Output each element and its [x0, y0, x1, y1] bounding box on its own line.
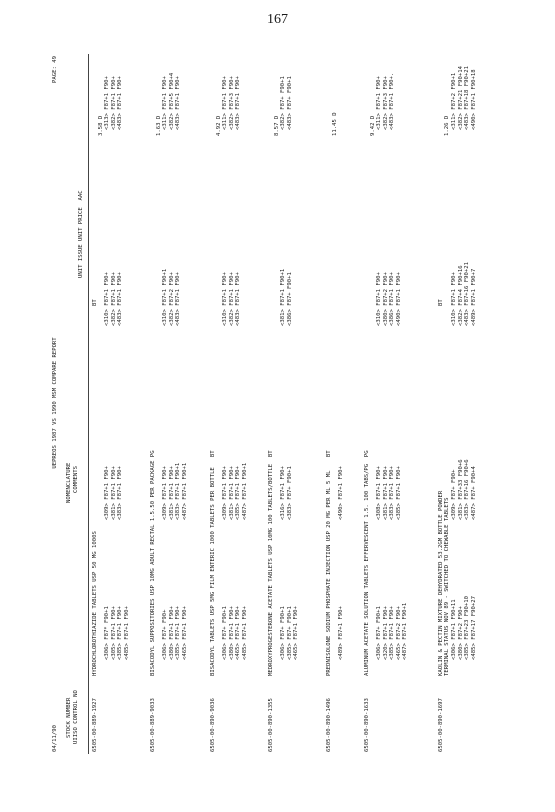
code-line: <380> F87+2 F90+ [457, 606, 464, 660]
unit-price: 1.63 D [156, 115, 162, 136]
code-line: <381> F87+1 F90+ [110, 466, 117, 520]
col-nomenclature: NOMENCLATURE [66, 462, 72, 503]
stock-number: 6505-00-890-1697 [438, 698, 444, 752]
code-line: <382> F87+1 F90+ [110, 272, 117, 326]
code-line: <382> F87+4 F90+16 [457, 265, 464, 326]
code-column [162, 606, 188, 660]
code-column [162, 463, 188, 520]
code-column [376, 466, 402, 520]
code-column [280, 269, 293, 326]
code-line: <385> F87+1 F90+ [117, 606, 124, 660]
code-line: <489> F87+1 F90+ [338, 606, 344, 660]
stock-number: 6505-00-890-9036 [210, 698, 216, 752]
code-line: <487> F87+1 F90+1 [181, 462, 188, 520]
stock-number: 6505-00-890-1355 [268, 698, 274, 752]
code-column [376, 272, 402, 326]
code-line: <311> F87+1 F90+ [162, 76, 168, 130]
code-line: <381> F87+33 F90+6 [457, 459, 464, 520]
code-line: <310> F87+1 F90+ [222, 272, 228, 326]
code-column [222, 272, 242, 326]
unit-issue: BT [438, 299, 444, 306]
col-stock-number: STOCK NUMBER [66, 697, 72, 738]
code-line: <305> F87+1 F90+ [110, 606, 117, 660]
code-line: <483> F87+ F90+1 [286, 76, 293, 130]
code-line: <311> F87+1 F90+ [222, 76, 228, 130]
stock-number: 6505-00-890-1496 [326, 698, 332, 752]
code-line: <313> F87+1 F90+ [104, 76, 110, 130]
code-line: <490> F87+1 F90+18 [470, 69, 477, 130]
code-line: <382> F87+2 F90+ [168, 272, 175, 326]
code-column [280, 606, 300, 660]
code-column [376, 603, 409, 660]
unit-price: 3.58 D [98, 115, 104, 136]
page-number: 167 [267, 12, 288, 27]
code-column [451, 459, 477, 520]
code-line: <380> F87+2 F90+ [382, 272, 389, 326]
code-line: <310> F87+1 F90+ [376, 272, 382, 326]
code-column [451, 66, 477, 130]
nomenclature: BISACODYL SUPPOSITORIES USP 10MG ADULT RECTAL 1.5.50 PER PACKAGE PG [150, 450, 156, 676]
code-line: <483> F87+1 F90+ [117, 272, 124, 326]
rotated-report [50, 48, 520, 758]
code-column [162, 269, 182, 326]
code-line: <382> F87+3 F90+ [382, 76, 389, 130]
code-line: <483> F87+1 F90+ [117, 76, 124, 130]
code-line: <382> F87+1 F90+ [228, 272, 235, 326]
code-line: <381> F87+1 F90+ [228, 466, 235, 520]
code-line: <465> F87+2 F90+ [395, 606, 402, 660]
code-line: <483> F87+1 F90+ [175, 272, 182, 326]
code-line: <382> F87+5 F90+4 [168, 72, 175, 130]
report-page: PAGE: 49 [52, 56, 58, 83]
stock-number: 6505-00-889-9033 [150, 698, 156, 752]
col-comments: COMMENTS [73, 466, 79, 493]
code-line: <489> F87+1 F90+7 [470, 268, 477, 326]
nomenclature: PREDNISOLONE SODIUM PHOSPHATE INJECTION USP 20 MG PER ML 5 ML BT [326, 450, 332, 676]
column-headers [66, 48, 88, 758]
code-line: <385> F87+1 F90+ [235, 466, 242, 520]
code-line: <465> F87+1 F90+ [293, 606, 300, 660]
code-line: <383> F87+1 F90+ [389, 466, 396, 520]
code-column [162, 73, 182, 130]
code-line: <306> F87* F90+1 [104, 606, 110, 660]
unit-price: 4.92 D [216, 115, 222, 136]
nomenclature: HYDROCHLOROTHIAZIDE TABLETS USP 50 MG 1000S [92, 531, 98, 676]
stock-number: 6505-00-889-1927 [92, 698, 98, 752]
code-line: <465> F87+1 F90+ [235, 606, 242, 660]
code-line: <310> F87+1 F90+ [451, 272, 457, 326]
code-line: <381> F87+1 F90+ [382, 466, 389, 520]
code-line: <306> F87+ F90+ [162, 609, 168, 660]
code-line: <316> F87+1 F90+ [280, 466, 286, 520]
col-uiso: UIISO CONTROL NO [73, 690, 79, 744]
code-line: <320> F87+1 F90+ [382, 606, 389, 660]
code-line: <483> F87+1 F90+ [235, 272, 242, 326]
code-line: <309> F87+1 F90+ [222, 466, 228, 520]
code-line: <382> F87+1 F90+ [110, 76, 117, 130]
report-scan [50, 48, 520, 758]
code-line: <308> F87+1 F90+ [376, 466, 382, 520]
code-column [280, 466, 293, 520]
code-column [222, 606, 248, 660]
nomenclature: ALUMINUM ACETATE SOLUTION TABLETS EFFERVESCENT 1.5. 100 TABS/PG PG [364, 450, 370, 676]
code-line: <490> F87+1 F90+ [338, 466, 344, 520]
stock-number: 6505-00-890-1633 [364, 698, 370, 752]
report-title: UEPREOS 1987 VS 1990 MSM COMPARE REPORT [52, 337, 58, 469]
code-line: <380> F87+1 F90+ [228, 606, 235, 660]
code-column [104, 76, 124, 130]
header-rule [88, 54, 89, 754]
code-column [222, 463, 248, 520]
code-line: <306> F87+ F90+1 [222, 606, 228, 660]
code-column [338, 466, 345, 520]
code-column [338, 606, 345, 660]
entry-comment: TERMINAL STATUS NOV 89 - SWITCHED TO CHEWABLE TABLETS [444, 497, 450, 676]
code-line: <386> F87+1 F90+ [389, 272, 396, 326]
nomenclature: KAOLIN & PECTIN MIXTURE DEHYDRATED 53.2GM BOTTLE POWDER [438, 490, 444, 676]
code-line: <485> F87+1 F90+ [123, 606, 130, 660]
code-line: <483> F87+1 F90+ [235, 76, 242, 130]
code-line: <487> F87+1 F90+1 [241, 462, 248, 520]
code-column [451, 262, 477, 326]
code-column [376, 73, 396, 130]
code-column [104, 272, 124, 326]
unit-price: 9.42 D [370, 115, 376, 136]
code-column [104, 466, 124, 520]
code-column [451, 596, 477, 660]
code-line: <382> F87+21 F90+14 [457, 66, 464, 130]
code-line: <383> F87+1 F90+ [117, 466, 124, 520]
code-line: <487> F87+1 F90+1 [402, 602, 409, 660]
unit-issue: BT [92, 299, 98, 306]
code-line: <386> F87+ F90+1 [286, 272, 293, 326]
code-line: <483> F87+18 F90+21 [464, 66, 471, 130]
code-line: <487> F87+ F90+4 [470, 466, 477, 520]
code-line: <309> F87+1 F90+ [104, 466, 110, 520]
unit-price: 8.57 D [274, 115, 280, 136]
code-line: <385> F87+23 F90+10 [464, 596, 471, 660]
code-line: <485> F87+1 F90+ [241, 606, 248, 660]
code-line: <380> F87+1 F90+ [168, 606, 175, 660]
code-line: <385> F87+ F90+1 [286, 606, 293, 660]
code-line: <381> F87+1 F90+1 [280, 268, 286, 326]
code-line: <309> F87+ F90+ [451, 469, 457, 520]
code-line: <385> F87+1 F90+ [389, 606, 396, 660]
nomenclature: MEDROXYPROGESTERONE ACETATE TABLETS USP 10MG 100 TABLETS/BOTTLE BT [268, 450, 274, 676]
col-unit-issue-price: UNIT ISSUE UNIT PRICE AAC [78, 190, 84, 278]
code-line: <383> F87+1 F90+1 [175, 462, 182, 520]
code-line: <306> F87+1 F90+11 [451, 599, 457, 660]
code-line: <306> F87+ F90+1 [280, 606, 286, 660]
code-line: <310> F87+1 F90+ [104, 272, 110, 326]
code-line: <383> F87+ F90+1 [286, 466, 293, 520]
code-line: <309> F87+1 F90+ [162, 466, 168, 520]
code-line: <383> F87+16 F90+6 [464, 459, 471, 520]
code-line: <483> F87+16 F90+21 [464, 262, 471, 326]
report-date: 04/11/90 [52, 725, 58, 752]
code-line: <382> F87+ F90+1 [280, 76, 286, 130]
code-line: <311> F87+2 F90+1 [451, 72, 457, 130]
code-line: <310> F87+1 F90+1 [162, 268, 168, 326]
code-line: <385> F87+1 F90+ [175, 606, 182, 660]
code-line: <483> F87+1 F90+ [175, 76, 182, 130]
code-line: <485> F87+17 F90+27 [470, 596, 477, 660]
code-line: <385> F87+1 F90+ [395, 466, 402, 520]
nomenclature: BISACODYL TABLETS USP 5MG FILM ENTERIC 1000 TABLETS PER BOTTLE BT [210, 450, 216, 676]
code-line: <306> F87+ F90+1 [376, 606, 382, 660]
code-line: <382> F87+3 F90+ [228, 76, 235, 130]
code-line: <311> F87+1 F90+ [376, 76, 382, 130]
unit-price: 11.45 D [332, 112, 338, 136]
code-line: <483> F87+1 F90+. [389, 72, 396, 130]
unit-price: 1.26 D [444, 115, 450, 136]
code-column [222, 76, 242, 130]
report-header [52, 48, 60, 758]
code-column [280, 76, 293, 130]
code-column [104, 606, 130, 660]
code-line: <465> F87+1 F90+ [181, 606, 188, 660]
code-line: <490> F87+1 F90+ [395, 272, 402, 326]
code-line: <381> F87+1 F90+ [168, 466, 175, 520]
